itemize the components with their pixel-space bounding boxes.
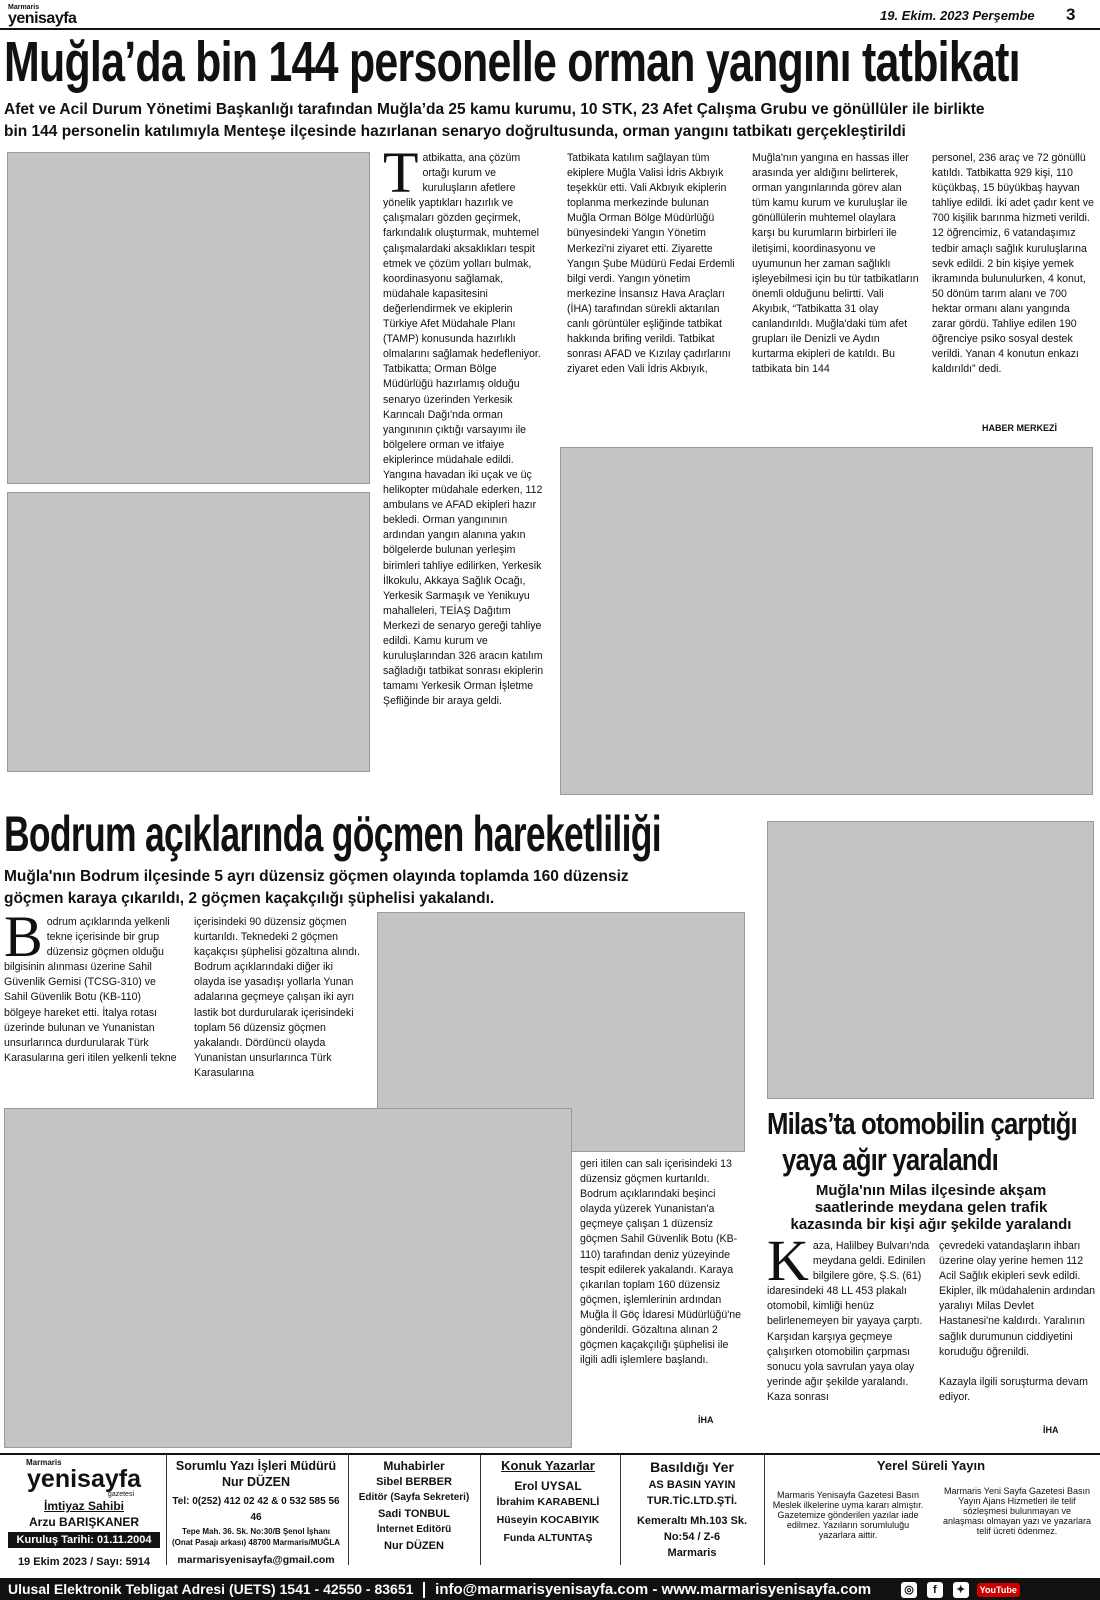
footer-separator-4 — [620, 1455, 621, 1565]
contact-web: info@marmarisyenisayfa.com - www.marmarisyenisayfa.com — [435, 1581, 872, 1598]
masthead-logo — [8, 4, 76, 27]
article2-summary-line1: Muğla'nın Bodrum ilçesinde 5 ayrı düzensiz göçmen olayında toplamda 160 düzensiz — [4, 868, 629, 885]
footer-logo: yenisayfa — [27, 1465, 141, 1493]
reporter-5: Nur DÜZEN — [384, 1540, 444, 1552]
footer-logo-box — [8, 1458, 160, 1570]
article3-col1-text: aza, Halilbey Bulvarı'nda meydana geldi. Edinilen bilgilere göre, Ş.S. (61) idaresindeki 48 LL 453 plakalı otomobil, kimliği henüz belirlenemeyen bir yayaya çarptı. Karşıdan karşıya geçmeye çalışırken otomobilin çarpması sonucu yola savrulan yaya olay yerinde ağır şekilde yaralandı. Kaza sonrası — [767, 1240, 930, 1403]
footer-logo-small: Marmaris — [26, 1458, 62, 1467]
guest-writer-3: Hüseyin KOCABIYIK — [496, 1514, 600, 1526]
bottom-separator — [423, 1582, 425, 1598]
article3-headline-line1: Milas’ta otomobilin çarptığı — [767, 1106, 1077, 1141]
print-line1: AS BASIN YAYIN — [648, 1479, 736, 1491]
logo-text: yenisayfa — [8, 10, 77, 27]
youtube-icon[interactable]: YouTube — [977, 1583, 1020, 1597]
page-number: 3 — [1066, 5, 1076, 24]
article2-column-3 — [580, 1157, 748, 1427]
owner-name: Arzu BARIŞKANER — [28, 1515, 139, 1529]
guest-writers-title: Konuk Yazarlar — [501, 1458, 595, 1473]
article3-summary-line1: Muğla'nın Milas ilçesinde akşam — [815, 1182, 1047, 1199]
print-title: Basıldığı Yer — [650, 1459, 734, 1475]
print-line2: TUR.TİC.LTD.ŞTİ. — [646, 1495, 738, 1507]
article3-col2-text: çevredeki vatandaşların ihbarı üzerine olay yerine hemen 112 Acil Sağlık ekipleri sevk edildi. Ekipler, ilk müdahalenin ardından yaralıyı Milas Devlet Hastanesi'ne kaldırdı. Yaralının sağlık durumunun ciddiyetini koruduğu öğrenildi. — [939, 1240, 1096, 1358]
firefighters-photo — [7, 152, 370, 484]
article2-column-2 — [194, 915, 366, 1105]
forest-smoke-photo — [7, 492, 370, 772]
guest-writer-1: Erol UYSAL — [514, 1479, 582, 1493]
article3-summary-line2: saatlerinde meydana gelen trafik — [814, 1199, 1048, 1216]
article3-summary — [767, 1182, 1095, 1233]
article3-dropcap: K — [767, 1239, 809, 1293]
migrants-night-photo — [4, 1108, 572, 1448]
article2-dropcap: B — [4, 915, 43, 969]
article1-col2-text: Tatbikata katılım sağlayan tüm ekiplere Muğla Valisi İdris Akbıyık teşekkür etti. Vali Akbıyık ekiplerin toplanma merkezinde bulunan Muğla Orman Bölge Müdürlüğü bünyesindeki Yangın Yönetim Merkezi'ni ziyaret etti. Ziyarette Yangın Şube Müdürü Fedai Erdemli bilgi verdi. Yangın yönetim merkezine İnsansız Hava Araçları (İHA) tarafından sürekli aktarılan canlı görüntüler eşliğinde tatbikat hakkında brifing verildi. Tatbikat sonrası AFAD ve Kızılay çadırlarını ziyaret eden Vali İdris Akbıyık, — [567, 152, 735, 376]
twitter-icon[interactable]: ✦ — [953, 1582, 969, 1598]
reporter-3: Sadi TONBUL — [378, 1508, 450, 1520]
article1-summary-line1: Afet ve Acil Durum Yönetimi Başkanlığı tarafından Muğla’da 25 kamu kurumu, 10 STK, 23 Afet Çalışma Grubu ve gönüllüler ile birlikte — [4, 101, 985, 118]
address-line1: Tepe Mah. 36. Sk. No:30/B Şenol İşhanı — [182, 1527, 330, 1536]
editor-name: Nur DÜZEN — [221, 1475, 291, 1489]
footer-reporters-box — [350, 1458, 478, 1554]
print-line4: No:54 / Z-6 — [663, 1531, 721, 1543]
article1-summary-line2: bin 144 personelin katılımıyla Menteşe ilçesinde hazırlanan senaryo doğrultusunda, orman yangını tatbikatı gerçekleştirildi — [4, 123, 906, 140]
issue-date: 19. Ekim. 2023 Perşembe — [880, 8, 1035, 23]
facebook-icon[interactable]: f — [927, 1582, 943, 1598]
article3-column-2 — [939, 1239, 1097, 1439]
article2-headline: Bodrum açıklarında göçmen hareketliliği — [4, 806, 661, 862]
article1-column-3 — [752, 151, 920, 441]
article2-col2-text: içerisindeki 90 düzensiz göçmen kurtarıldı. Teknedeki 2 göçmen kaçakçısı şüphelisi gözaltına alındı. Bodrum açıklarındaki diğer iki olayda ise yasadışı yollarla Yunan adalarına geçmeye çalışan iki ayrı lastik bot durdurularak içerisindeki toplam 56 düzensiz göçmen yakalandı. Dördüncü olayda Yunanistan unsurlarınca Türk Karasularına — [194, 916, 361, 1079]
reporter-1: Sibel BERBER — [376, 1476, 452, 1488]
article1-column-1 — [383, 151, 547, 791]
article1-dropcap: T — [383, 151, 419, 205]
footer-separator-1 — [166, 1455, 167, 1565]
reporter-2: Editör (Sayfa Sekreteri) — [358, 1492, 470, 1503]
footer-separator-2 — [348, 1455, 349, 1565]
article1-col3-text: Muğla'nın yangına en hassas iller arasında yer aldığını belirterek, orman yangınlarında görev alan tüm kamu kurum ve kuruluşlar ile gönüllülerin muhtemel olaylara karşı bu kurumların birbirleri ile iletişimi, koordinasyonu ve uyumunun her zaman sağlıklı işleyebilmesi için bu tür tatbikatların önemli olduğunu belirtti. Vali Akyıbık, “Tatbikatta 31 olay canlandırıldı. Muğla'daki tüm afet grupları ile Denizli ve Aydın kurtarma ekipleri de katıldı. Bu tatbikata bin 144 — [752, 152, 919, 376]
article1-col1-text: atbikatta, ana çözüm ortağı kurum ve kuruluşların afetlere yönelik yaptıkları hazırlık ve çalışmaları gözden geçirmek, farkındalık oluşturmak, muhtemel çalışmalardaki aksaklıkları tespit etmek ve çözüm yolları bulmak, koordinasyonu sağlamak, müdahale kapasitesini değerlendirmek ve ekiplerin Türkiye Afet Müdahale Planı (TAMP) konusunda hazırlıklı olmalarını sağlamak hedefleniyor. Tatbikatta; Orman Bölge Müdürlüğü hazırlamış olduğu senaryo üzerinden Yerkesik Karıncalı Dağı'nda orman yangınının çıktığı varsayımı ile bölgelere orman ve itfaiye ekiplerince müdahale edildi. Yangına havadan iki uçak ve üç helikopter müdahale ederken, 112 ambulans ve AFAD ekipleri hazır bekledi. Orman yangınının ardından yangın alanına yakın bölgelerde bulunan yerleşim birimleri tahliye edilirken, Yerkesik İlkokulu, Akkaya Sağlık Ocağı, Yerkesik Sarmaşık ve Yenikuyu mahalleleri, TEİAŞ Dağıtım Merkezi de senaryo gereği tahliye edildi. Kamu kurum ve kuruluşlarından 326 aracın katılım sağladığı tatbikat sonrası ekiplerin tamamı Yerkesik Orman İşletme Şefliğinde bir araya geldi. — [383, 152, 544, 708]
print-line5: Marmaris — [667, 1547, 717, 1559]
article1-headline: Muğla’da bin 144 personelle orman yangını tatbikatı — [4, 30, 1020, 94]
footer-separator-5 — [764, 1455, 765, 1565]
article2-col3-text: geri itilen can salı içerisindeki 13 düzensiz göçmen kurtarıldı. Bodrum açıklarındaki beşinci olayda yüzerek Yunanistan'a geçmeye çalışan 1 düzensiz göçmen Sahil Güvenlik Botu (KB-110) tarafından deniz yüzeyinde tespit edilerek yakalandı. Karaya çıkarılan toplam 160 düzensiz göçmen, işlemlerinin ardından Muğla İl Göç İdaresi Müdürlüğü'ne gönderildi. Gözaltına alınan 2 göçmen kaçakçılığı şüphelisi ile ilgili adli işlemlere başlandı. — [580, 1158, 742, 1367]
ambulance-night-photo — [767, 821, 1094, 1099]
footer-print-box — [622, 1459, 762, 1561]
article1-col4-text: personel, 236 araç ve 72 gönüllü katıldı. Tatbikatta 929 kişi, 110 küçükbaş, 15 büyükbaş hayvan tahliye edildi. İki adet çadır kent ve 700 kişilik barınma hizmeti verildi. 12 öğrencimiz, 6 vatandaşımız tedbir amaçlı sağlık kuruluşlarına sevk edildi. 2 bin kişiye yemek ikramında bulunulurken, 4 konut, 50 dönüm tarım alanı ve 700 hektar ormanı alanı yangında zarar gördü. Tahliye edilen 190 öğrenciye psiko sosyal destek verildi. Yanan 4 konutun enkazı kaldırıldı” dedi. — [932, 152, 1094, 376]
governor-handshake-photo — [560, 447, 1093, 795]
article2-col1-text: odrum açıklarında yelkenli tekne içerisinde bir grup düzensiz göçmen olduğu bilgisinin alınması üzerine Sahil Güvenlik Gemisi (TCSG-310) ve Sahil Güvenlik Botu (KB-110) bölgeye hareket etti. İtalya rotası üzerinde bulunan ve Yunanistan unsurlarınca durdurularak Türk Karasularına geri itilen yelkenli tekne — [4, 916, 177, 1064]
article3-col2b-text: Kazayla ilgili soruşturma devam ediyor. — [939, 1375, 1088, 1403]
guest-writer-2: İbrahim KARABENLİ — [496, 1496, 600, 1508]
reporters-title: Muhabirler — [383, 1459, 445, 1473]
article3-credit: İHA — [1043, 1425, 1059, 1435]
article2-summary-line2: göçmen karaya çıkarıldı, 2 göçmen kaçakçılığı şüphelisi yakalandı. — [4, 890, 495, 907]
uets-address: Ulusal Elektronik Tebligat Adresi (UETS) 1541 - 42550 - 83651 — [8, 1581, 414, 1597]
footer-local-right: Marmaris Yeni Sayfa Gazetesi Basın Yayın Ajans Hizmetleri ile telif sözleşmesi bulunmayan ve anlaşması olmayan yazı ve yazarlara telif ücreti ödenmez. — [942, 1486, 1092, 1536]
article1-credit: HABER MERKEZİ — [982, 423, 1058, 433]
footer-logo-sub: gazetesi — [107, 1491, 134, 1498]
article1-column-4 — [932, 151, 1095, 427]
issue-number: 19 Ekim 2023 / Sayı: 5914 — [17, 1556, 151, 1568]
founded-date: Kuruluş Tarihi: 01.11.2004 — [8, 1532, 160, 1548]
logo-small-text: Marmaris — [8, 4, 40, 11]
editor-title: Sorumlu Yazı İşleri Müdürü — [175, 1459, 337, 1473]
footer-rule — [0, 1453, 1100, 1455]
footer-editor-box — [168, 1458, 344, 1568]
guest-writer-4: Funda ALTUNTAŞ — [503, 1532, 593, 1544]
article3-column-1 — [767, 1239, 931, 1439]
footer-local-left: Marmaris Yenisayfa Gazetesi Basın Meslek ilkelerine uyma kararı almıştır. Gazetemize gönderilen yazılar iade edilmez. Yazıların sorumluluğu yazarlara aittir. — [772, 1490, 924, 1540]
reporter-4: İnternet Editörü — [376, 1524, 452, 1535]
phone-number: Tel: 0(252) 412 02 42 & 0 532 585 56 46 — [172, 1496, 340, 1523]
article2-column-1 — [4, 915, 177, 1105]
instagram-icon[interactable]: ◎ — [901, 1582, 917, 1598]
address-line2: (Onat Pasajı arkası) 48700 Marmaris/MUĞLA — [171, 1538, 341, 1547]
article3-summary-line3: kazasında bir kişi ağır şekilde yaralandı — [790, 1216, 1072, 1233]
bottom-bar — [0, 1578, 1100, 1600]
owner-title: İmtiyaz Sahibi — [43, 1499, 125, 1513]
print-line3: Kemeraltı Mh.103 Sk. — [636, 1515, 748, 1527]
footer-guest-writers-box — [482, 1458, 614, 1546]
article2-credit: İHA — [698, 1415, 714, 1425]
footer-email: marmarisyenisayfa@gmail.com — [177, 1554, 335, 1566]
footer-separator-3 — [480, 1455, 481, 1565]
article3-headline-line2: yaya ağır yaralandı — [782, 1142, 998, 1177]
footer-local-title: Yerel Süreli Yayın — [876, 1458, 986, 1473]
article1-column-2 — [567, 151, 735, 441]
